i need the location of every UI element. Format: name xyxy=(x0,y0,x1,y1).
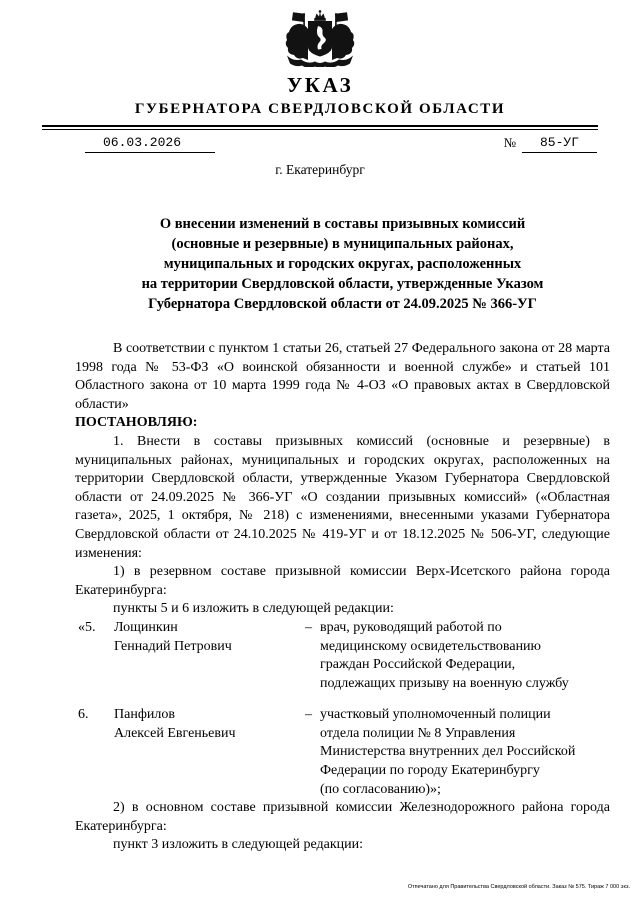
table-row-6 xyxy=(75,706,610,799)
document-title: О внесении изменений в составы призывных комиссий (основные и резервные) в муниципальных районах, муниципальных и городских округах, расположенных на территории Свердловской области, утвержденные Указом Губернатора Свердловской области от 24.09.2025 № 366-УГ xyxy=(141,216,544,312)
print-note: Отпечатано для Правительства Свердловской области. Заказ № 575. Тираж 7 000 экз. xyxy=(407,884,630,890)
place-line: г. Екатеринбург xyxy=(275,162,365,177)
document-body xyxy=(75,340,610,855)
subparagraph-2: 2) в основном составе призывной комиссии Железнодорожного района города Екатеринбурга: xyxy=(75,800,610,834)
coat-of-arms-sverdlovsk-icon xyxy=(279,9,361,67)
document-number-group xyxy=(504,135,597,153)
row-dash: – xyxy=(305,707,312,723)
member-position: врач, руководящий работой по медицинскому освидетельствованию граждан Российской Федерации, подлежащих призыву на военную службу xyxy=(320,619,569,691)
resolve-word: ПОСТАНОВЛЯЮ: xyxy=(75,415,198,431)
intro-paragraph: В соответствии с пунктом 1 статьи 26, статьей 27 Федерального закона от 28 марта 1998 года № 53-ФЗ «О воинской обязанности и военной службе» и статьей 101 Областного закона от 10 марта 1999 года № 4-ОЗ «О правовых актах в Свердловской области» xyxy=(75,341,610,412)
document-number: 85-УГ xyxy=(522,135,597,153)
member-position: участковый уполномоченный полиции отдела полиции № 8 Управления Министерства внутренних дел Российской Федерации по городу Екатеринбургу (по согласованию)»; xyxy=(320,707,576,797)
table-row-5 xyxy=(75,619,610,693)
row-number: 6. xyxy=(78,707,89,723)
date-number-row xyxy=(85,135,597,153)
member-name: Лощинкин Геннадий Петрович xyxy=(114,619,232,654)
row-number: «5. xyxy=(78,619,96,635)
document-type-heading: УКАЗ xyxy=(286,73,354,97)
header-divider xyxy=(42,125,598,130)
subparagraph-2-edit: пункт 3 изложить в следующей редакции: xyxy=(113,837,363,853)
subparagraph-1-edit: пункты 5 и 6 изложить в следующей редакции: xyxy=(113,601,394,617)
member-name: Панфилов Алексей Евгеньевич xyxy=(114,707,236,741)
coat-of-arms xyxy=(0,0,640,68)
document-date: 06.03.2026 xyxy=(85,135,215,153)
row-dash: – xyxy=(305,619,312,635)
number-sign: № xyxy=(503,135,516,150)
subparagraph-1: 1) в резервном составе призывной комиссии Верх-Исетского района города Екатеринбурга: xyxy=(75,564,610,598)
authority-heading: ГУБЕРНАТОРА СВЕРДЛОВСКОЙ ОБЛАСТИ xyxy=(134,101,506,117)
paragraph-1: 1. Внести в составы призывных комиссий (основные и резервные) в муниципальных районах, муниципальных и городских округах, расположенных на территории Свердловской области, утвержденные Указом Губернатора Свердловской области от 24.09.2025 № 366-УГ «О создании призывных комиссий» («Областная газета», 2025, 1 октября, № 218) с изменениями, внесенными указами Губернатора Свердловской области от 24.10.2025 № 419-УГ и от 18.12.2025 № 506-УГ, следующие изменения: xyxy=(75,433,610,561)
